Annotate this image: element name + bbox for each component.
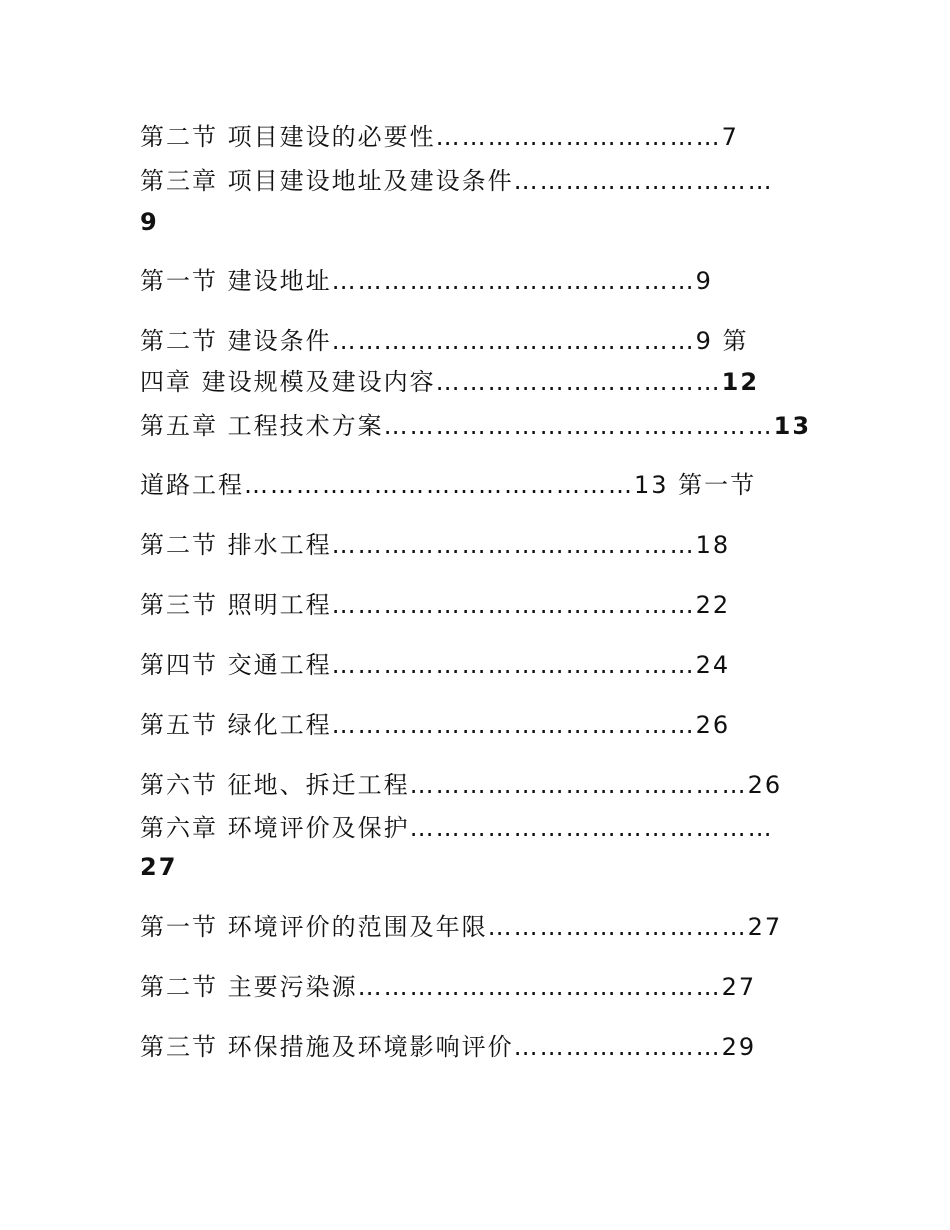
toc-page-27-bold: 27 — [140, 853, 178, 881]
toc-page-12-bold: 12 — [721, 368, 760, 396]
toc-line-6-land: 第六节 征地、拆迁工程…………………………………26 — [140, 771, 783, 799]
toc-line-3-measures: 第三节 环保措施及环境影响评价……………………29 — [140, 1033, 757, 1061]
toc-line-road: 道路工程………………………………………13 第一节 — [140, 471, 757, 499]
toc-line-4-traffic: 第四节 交通工程……………………………………24 — [140, 651, 731, 679]
toc-page-13-bold: 13 — [773, 412, 812, 440]
toc-line-2-pollution: 第二节 主要污染源……………………………………27 — [140, 973, 757, 1001]
toc-line-5-greening: 第五节 绿化工程……………………………………26 — [140, 711, 731, 739]
toc-line-chapter4: 四章 建设规模及建设内容……………………………12 — [140, 368, 760, 396]
toc-line-2-conditions: 第二节 建设条件……………………………………9 第 — [140, 327, 749, 355]
toc-line-chapter3: 第三章 项目建设地址及建设条件………………………… — [140, 167, 774, 195]
toc-page-9-bold: 9 — [140, 208, 159, 236]
toc-line-3-lighting: 第三节 照明工程……………………………………22 — [140, 591, 731, 619]
toc-line-chapter6: 第六章 环境评价及保护…………………………………… — [140, 814, 774, 842]
toc-line-2-drainage: 第二节 排水工程……………………………………18 — [140, 531, 731, 559]
toc-line-chapter5: 第五章 工程技术方案………………………………………13 — [140, 412, 812, 440]
toc-line-1-address: 第一节 建设地址……………………………………9 — [140, 267, 713, 295]
toc-line-2-7: 第二节 项目建设的必要性……………………………7 — [140, 123, 739, 151]
toc-line-1-scope: 第一节 环境评价的范围及年限…………………………27 — [140, 913, 783, 941]
